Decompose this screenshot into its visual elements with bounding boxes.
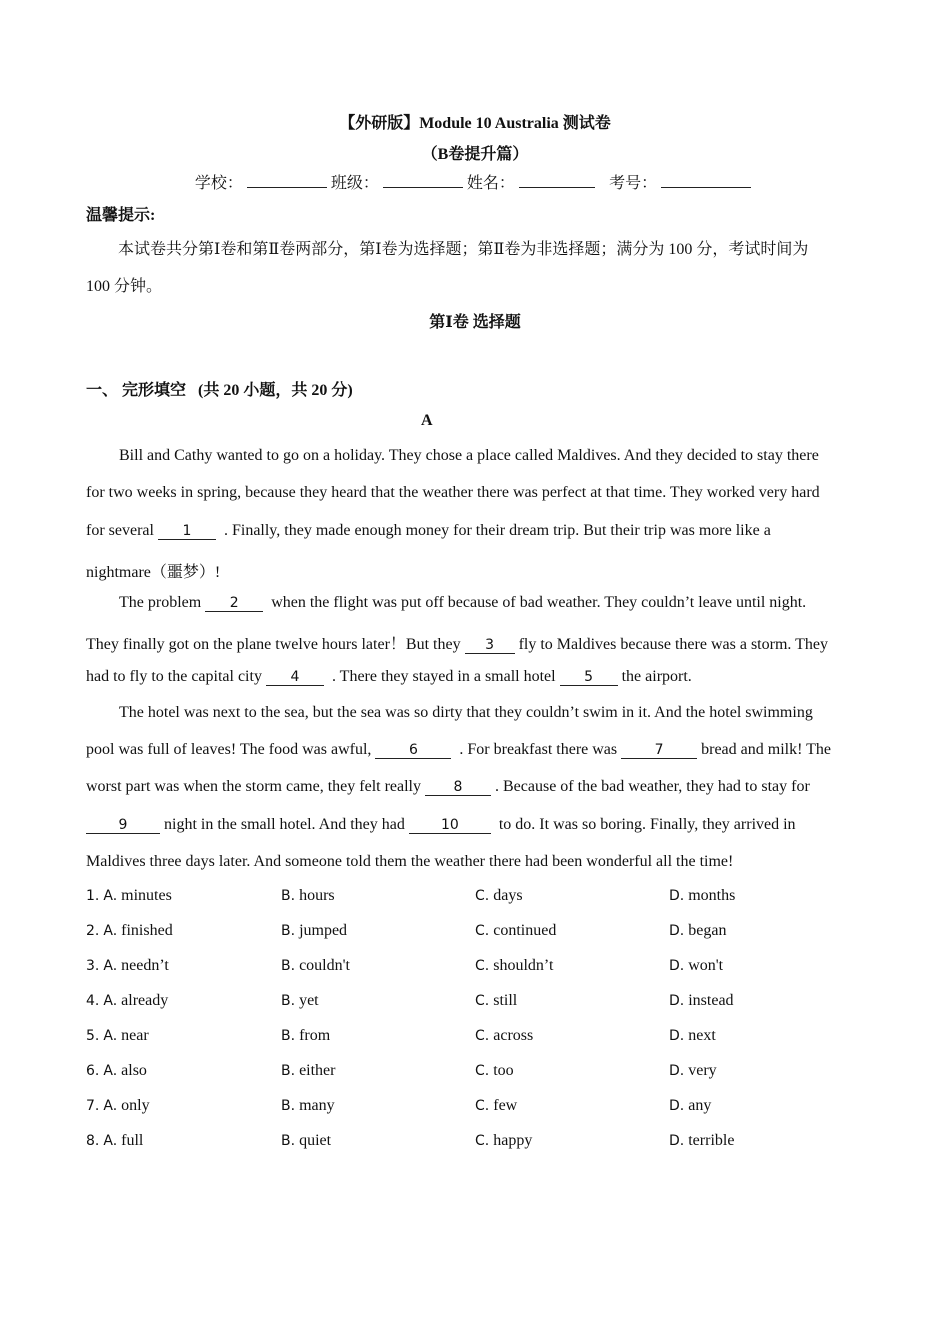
exam-no-label: 考号： xyxy=(609,173,658,192)
blank-10[interactable]: 10 xyxy=(409,817,491,834)
option-text: any xyxy=(688,1097,712,1114)
option-letter: A. xyxy=(103,923,118,939)
page-subtitle: （B卷提升篇） xyxy=(421,146,529,163)
blank-7[interactable]: 7 xyxy=(621,742,697,759)
option-letter: C. xyxy=(475,1063,490,1079)
question-7-option-d[interactable] xyxy=(669,1097,711,1115)
question-6-option-d[interactable] xyxy=(669,1062,717,1080)
notice-heading: 温馨提示: xyxy=(86,207,156,224)
blank-6[interactable]: 6 xyxy=(375,742,451,759)
school-label: 学校： xyxy=(194,173,243,192)
question-7-option-a[interactable] xyxy=(86,1097,150,1115)
option-text: already xyxy=(121,992,169,1009)
notice-line-1: 本试卷共分第Ⅰ卷和第Ⅱ卷两部分，第Ⅰ卷为选择题；第Ⅱ卷为非选择题；满分为 100 分，考试时间为 xyxy=(118,241,809,258)
option-letter: C. xyxy=(475,1098,490,1114)
option-text: yet xyxy=(299,992,319,1009)
passage-line: nightmare（噩梦）! xyxy=(86,564,221,581)
option-letter: B. xyxy=(281,1098,296,1114)
option-letter: A. xyxy=(103,1098,118,1114)
question-2-option-c[interactable] xyxy=(475,922,556,940)
option-text: hours xyxy=(299,887,335,904)
question-number: 5. xyxy=(86,1028,100,1044)
option-text: next xyxy=(688,1027,716,1044)
option-text: still xyxy=(493,992,518,1009)
class-field[interactable] xyxy=(383,173,463,188)
option-text: needn’t xyxy=(121,957,169,974)
question-number: 6. xyxy=(86,1063,100,1079)
option-letter: C. xyxy=(475,923,490,939)
option-text: across xyxy=(493,1027,534,1044)
page-title: 【外研版】Module 10 Australia 测试卷 xyxy=(339,115,611,132)
question-2-option-d[interactable] xyxy=(669,922,726,940)
question-1-option-a[interactable] xyxy=(86,887,172,905)
option-text: minutes xyxy=(121,887,172,904)
option-text: only xyxy=(121,1097,150,1114)
passage-line: The hotel was next to the sea, but the sea was so dirty that they couldn’t swim in it. And the hotel swimming xyxy=(119,704,813,721)
option-letter: B. xyxy=(281,993,296,1009)
option-text: continued xyxy=(493,922,557,939)
option-text: many xyxy=(299,1097,335,1114)
question-3-option-a[interactable] xyxy=(86,957,169,975)
option-text: instead xyxy=(688,992,734,1009)
option-letter: B. xyxy=(281,1028,296,1044)
blank-5[interactable]: 5 xyxy=(560,669,618,686)
option-text: won't xyxy=(688,957,724,974)
question-number: 3. xyxy=(86,958,100,974)
question-number: 4. xyxy=(86,993,100,1009)
question-7-option-b[interactable] xyxy=(281,1097,335,1115)
option-text: couldn't xyxy=(299,957,350,974)
passage-line: They finally got on the plane twelve hours later！But they 3 fly to Maldives because there was a storm. They xyxy=(86,636,828,653)
question-5-option-b[interactable] xyxy=(281,1027,330,1045)
question-7-option-c[interactable] xyxy=(475,1097,517,1115)
question-8-option-a[interactable] xyxy=(86,1132,143,1150)
question-6-option-b[interactable] xyxy=(281,1062,335,1080)
question-4-option-b[interactable] xyxy=(281,992,319,1010)
question-5-option-d[interactable] xyxy=(669,1027,716,1045)
passage-line: had to fly to the capital city 4 . There they stayed in a small hotel 5 the airport. xyxy=(86,668,692,685)
option-text: quiet xyxy=(299,1132,332,1149)
question-4-option-d[interactable] xyxy=(669,992,734,1010)
question-1-option-b[interactable] xyxy=(281,887,335,905)
option-letter: C. xyxy=(475,1133,490,1149)
option-letter: A. xyxy=(103,958,118,974)
question-8-option-d[interactable] xyxy=(669,1132,734,1150)
question-6-option-c[interactable] xyxy=(475,1062,514,1080)
exam-no-field[interactable] xyxy=(661,173,751,188)
option-letter: A. xyxy=(103,1133,118,1149)
option-text: very xyxy=(688,1062,717,1079)
option-letter: D. xyxy=(669,1063,685,1079)
option-text: shouldn’t xyxy=(493,957,554,974)
option-letter: A. xyxy=(103,993,118,1009)
blank-3[interactable]: 3 xyxy=(465,637,515,654)
question-4-option-c[interactable] xyxy=(475,992,517,1010)
question-number: 1. xyxy=(86,888,100,904)
option-letter: A. xyxy=(103,1028,118,1044)
blank-9[interactable]: 9 xyxy=(86,817,160,834)
passage-line: pool was full of leaves! The food was awful, 6 . For breakfast there was 7 bread and milk! The xyxy=(86,741,832,758)
question-3-option-c[interactable] xyxy=(475,957,553,975)
question-3-option-d[interactable] xyxy=(669,957,723,975)
option-text: either xyxy=(299,1062,336,1079)
option-letter: D. xyxy=(669,958,685,974)
passage-line: 9 night in the small hotel. And they had 10 to do. It was so boring. Finally, they arrived in xyxy=(86,816,796,834)
option-text: full xyxy=(121,1132,144,1149)
passage-line: for two weeks in spring, because they heard that the weather there was perfect at that time. They worked very hard xyxy=(86,484,820,501)
option-letter: B. xyxy=(281,1063,296,1079)
option-text: terrible xyxy=(688,1132,735,1149)
option-letter: D. xyxy=(669,993,685,1009)
section1-score: (共 20 小题，共 20 分) xyxy=(198,382,353,399)
passage-line: Bill and Cathy wanted to go on a holiday. They chose a place called Maldives. And they decided to stay there xyxy=(119,447,819,464)
school-field[interactable] xyxy=(247,173,327,188)
option-text: jumped xyxy=(299,922,348,939)
option-letter: C. xyxy=(475,958,490,974)
option-letter: C. xyxy=(475,888,490,904)
question-1-option-d[interactable] xyxy=(669,887,735,905)
passage-line: Maldives three days later. And someone told them the weather there had been wonderful all the time! xyxy=(86,853,734,870)
option-letter: C. xyxy=(475,993,490,1009)
option-letter: D. xyxy=(669,1098,685,1114)
blank-2[interactable]: 2 xyxy=(205,595,263,612)
option-text: near xyxy=(121,1027,149,1044)
student-info-line xyxy=(0,170,950,193)
option-letter: B. xyxy=(281,958,296,974)
question-2-option-a[interactable] xyxy=(86,922,173,940)
question-4-option-a[interactable] xyxy=(86,992,168,1010)
question-1-option-c[interactable] xyxy=(475,887,523,905)
section1-title: 一、 完形填空 xyxy=(86,382,187,399)
question-2-option-b[interactable] xyxy=(281,922,347,940)
option-letter: D. xyxy=(669,888,685,904)
question-3-option-b[interactable] xyxy=(281,957,350,975)
blank-8[interactable]: 8 xyxy=(425,779,491,796)
notice-line-2: 100 分钟。 xyxy=(86,278,163,295)
option-letter: A. xyxy=(103,888,118,904)
option-text: finished xyxy=(121,922,173,939)
passage-label: A xyxy=(421,412,433,429)
option-text: days xyxy=(493,887,523,904)
option-letter: B. xyxy=(281,888,296,904)
name-label: 姓名： xyxy=(466,173,515,192)
question-number: 7. xyxy=(86,1098,100,1114)
option-letter: D. xyxy=(669,1028,685,1044)
option-text: also xyxy=(121,1062,147,1079)
option-letter: C. xyxy=(475,1028,490,1044)
class-label: 班级： xyxy=(330,173,379,192)
option-letter: D. xyxy=(669,923,685,939)
question-6-option-a[interactable] xyxy=(86,1062,147,1080)
question-5-option-c[interactable] xyxy=(475,1027,533,1045)
part1-title: 第Ⅰ卷 选择题 xyxy=(429,314,521,331)
passage-line: The problem 2 when the flight was put off because of bad weather. They couldn’t leave until night. xyxy=(119,594,807,611)
option-text: few xyxy=(493,1097,518,1114)
question-5-option-a[interactable] xyxy=(86,1027,149,1045)
option-letter: B. xyxy=(281,923,296,939)
section1-heading xyxy=(86,377,353,400)
option-letter: B. xyxy=(281,1133,296,1149)
option-letter: D. xyxy=(669,1133,685,1149)
question-number: 2. xyxy=(86,923,100,939)
option-text: from xyxy=(299,1027,331,1044)
option-text: happy xyxy=(493,1132,533,1149)
blank-4[interactable]: 4 xyxy=(266,669,324,686)
name-field[interactable] xyxy=(519,173,595,188)
passage-line: for several 1 . Finally, they made enough money for their dream trip. But their trip was more like a xyxy=(86,522,771,539)
question-8-option-b[interactable] xyxy=(281,1132,331,1150)
option-text: months xyxy=(688,887,736,904)
question-8-option-c[interactable] xyxy=(475,1132,532,1150)
passage-line: worst part was when the storm came, they felt really 8 . Because of the bad weather, they had to stay for xyxy=(86,778,810,795)
option-letter: A. xyxy=(103,1063,118,1079)
question-number: 8. xyxy=(86,1133,100,1149)
option-text: too xyxy=(493,1062,514,1079)
blank-1[interactable]: 1 xyxy=(158,523,216,540)
option-text: began xyxy=(688,922,727,939)
